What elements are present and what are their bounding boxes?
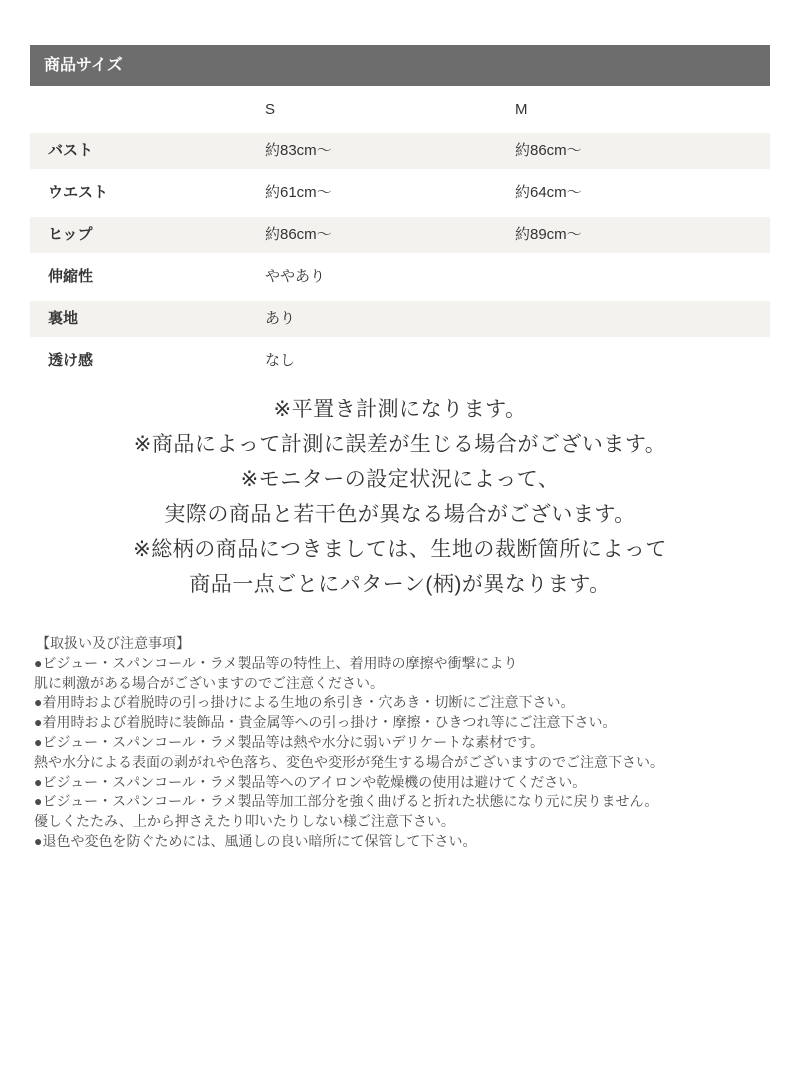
row-value-m bbox=[515, 343, 770, 379]
table-row-stretch bbox=[30, 259, 770, 295]
row-value-s: ややあり bbox=[265, 268, 326, 285]
note-line: ※モニターの設定状況によって、 bbox=[240, 468, 560, 491]
size-table-title: 商品サイズ bbox=[30, 45, 770, 86]
row-label: 裏地 bbox=[48, 310, 79, 327]
care-line: 熱や水分による表面の剥がれや色落ち、変色や変形が発生する場合がございますのでご注意下さい。 bbox=[34, 753, 664, 770]
row-value-s: 約86cm～ bbox=[265, 226, 332, 243]
row-value-m bbox=[515, 301, 770, 337]
care-line: ●着用時および着脱時の引っ掛けによる生地の糸引き・穴あき・切断にご注意下さい。 bbox=[34, 694, 575, 711]
table-row-bust bbox=[30, 133, 770, 169]
row-value-s: 約83cm～ bbox=[265, 142, 332, 159]
care-line: ●ビジュー・スパンコール・ラメ製品等加工部分を強く曲げると折れた状態になり元に戻りません。 bbox=[34, 793, 659, 810]
measurement-notes bbox=[30, 392, 770, 602]
table-row-sheerness bbox=[30, 343, 770, 379]
row-label: ウエスト bbox=[48, 184, 109, 201]
care-line: ●ビジュー・スパンコール・ラメ製品等の特性上、着用時の摩擦や衝撃により bbox=[34, 654, 518, 671]
care-line: ●ビジュー・スパンコール・ラメ製品等は熱や水分に弱いデリケートな素材です。 bbox=[34, 733, 545, 750]
table-row-waist bbox=[30, 175, 770, 211]
care-line: ●退色や変色を防ぐためには、風通しの良い暗所にて保管して下さい。 bbox=[34, 832, 477, 849]
size-table-column-headers bbox=[30, 86, 770, 133]
note-line: ※平置き計測になります。 bbox=[273, 398, 527, 421]
care-line: ●着用時および着脱時に装飾品・貴金属等への引っ掛け・摩擦・ひきつれ等にご注意下さい。 bbox=[34, 714, 617, 731]
row-value-s: 約61cm～ bbox=[265, 184, 332, 201]
table-row-lining bbox=[30, 301, 770, 337]
row-value-m: 約64cm～ bbox=[515, 184, 582, 201]
care-line: 優しくたたみ、上から押さえたり叩いたりしない様ご注意下さい。 bbox=[34, 813, 455, 830]
note-line: ※商品によって計測に誤差が生じる場合がございます。 bbox=[133, 433, 667, 456]
column-header-s: S bbox=[265, 101, 276, 118]
row-value-m bbox=[515, 259, 770, 295]
column-header-m: M bbox=[515, 101, 528, 118]
row-label: 透け感 bbox=[48, 352, 94, 369]
care-line: 肌に刺激がある場合がございますのでご注意ください。 bbox=[34, 674, 384, 691]
care-line: ●ビジュー・スパンコール・ラメ製品等へのアイロンや乾燥機の使用は避けてください。 bbox=[34, 773, 587, 790]
care-instructions bbox=[30, 634, 770, 852]
care-instructions-title: 【取扱い及び注意事項】 bbox=[36, 635, 190, 651]
row-value-s: なし bbox=[265, 352, 296, 369]
note-line: 商品一点ごとにパターン(柄)が異なります。 bbox=[189, 573, 611, 596]
row-label: バスト bbox=[48, 142, 94, 159]
row-value-m: 約89cm～ bbox=[515, 226, 582, 243]
row-value-s: あり bbox=[265, 310, 296, 327]
product-size-section bbox=[30, 45, 770, 852]
row-label: 伸縮性 bbox=[48, 268, 94, 285]
note-line: ※総柄の商品につきましては、生地の裁断箇所によって bbox=[133, 538, 667, 561]
row-value-m: 約86cm～ bbox=[515, 142, 582, 159]
row-label: ヒップ bbox=[48, 226, 93, 243]
note-line: 実際の商品と若干色が異なる場合がございます。 bbox=[164, 503, 636, 526]
table-row-hip bbox=[30, 217, 770, 253]
